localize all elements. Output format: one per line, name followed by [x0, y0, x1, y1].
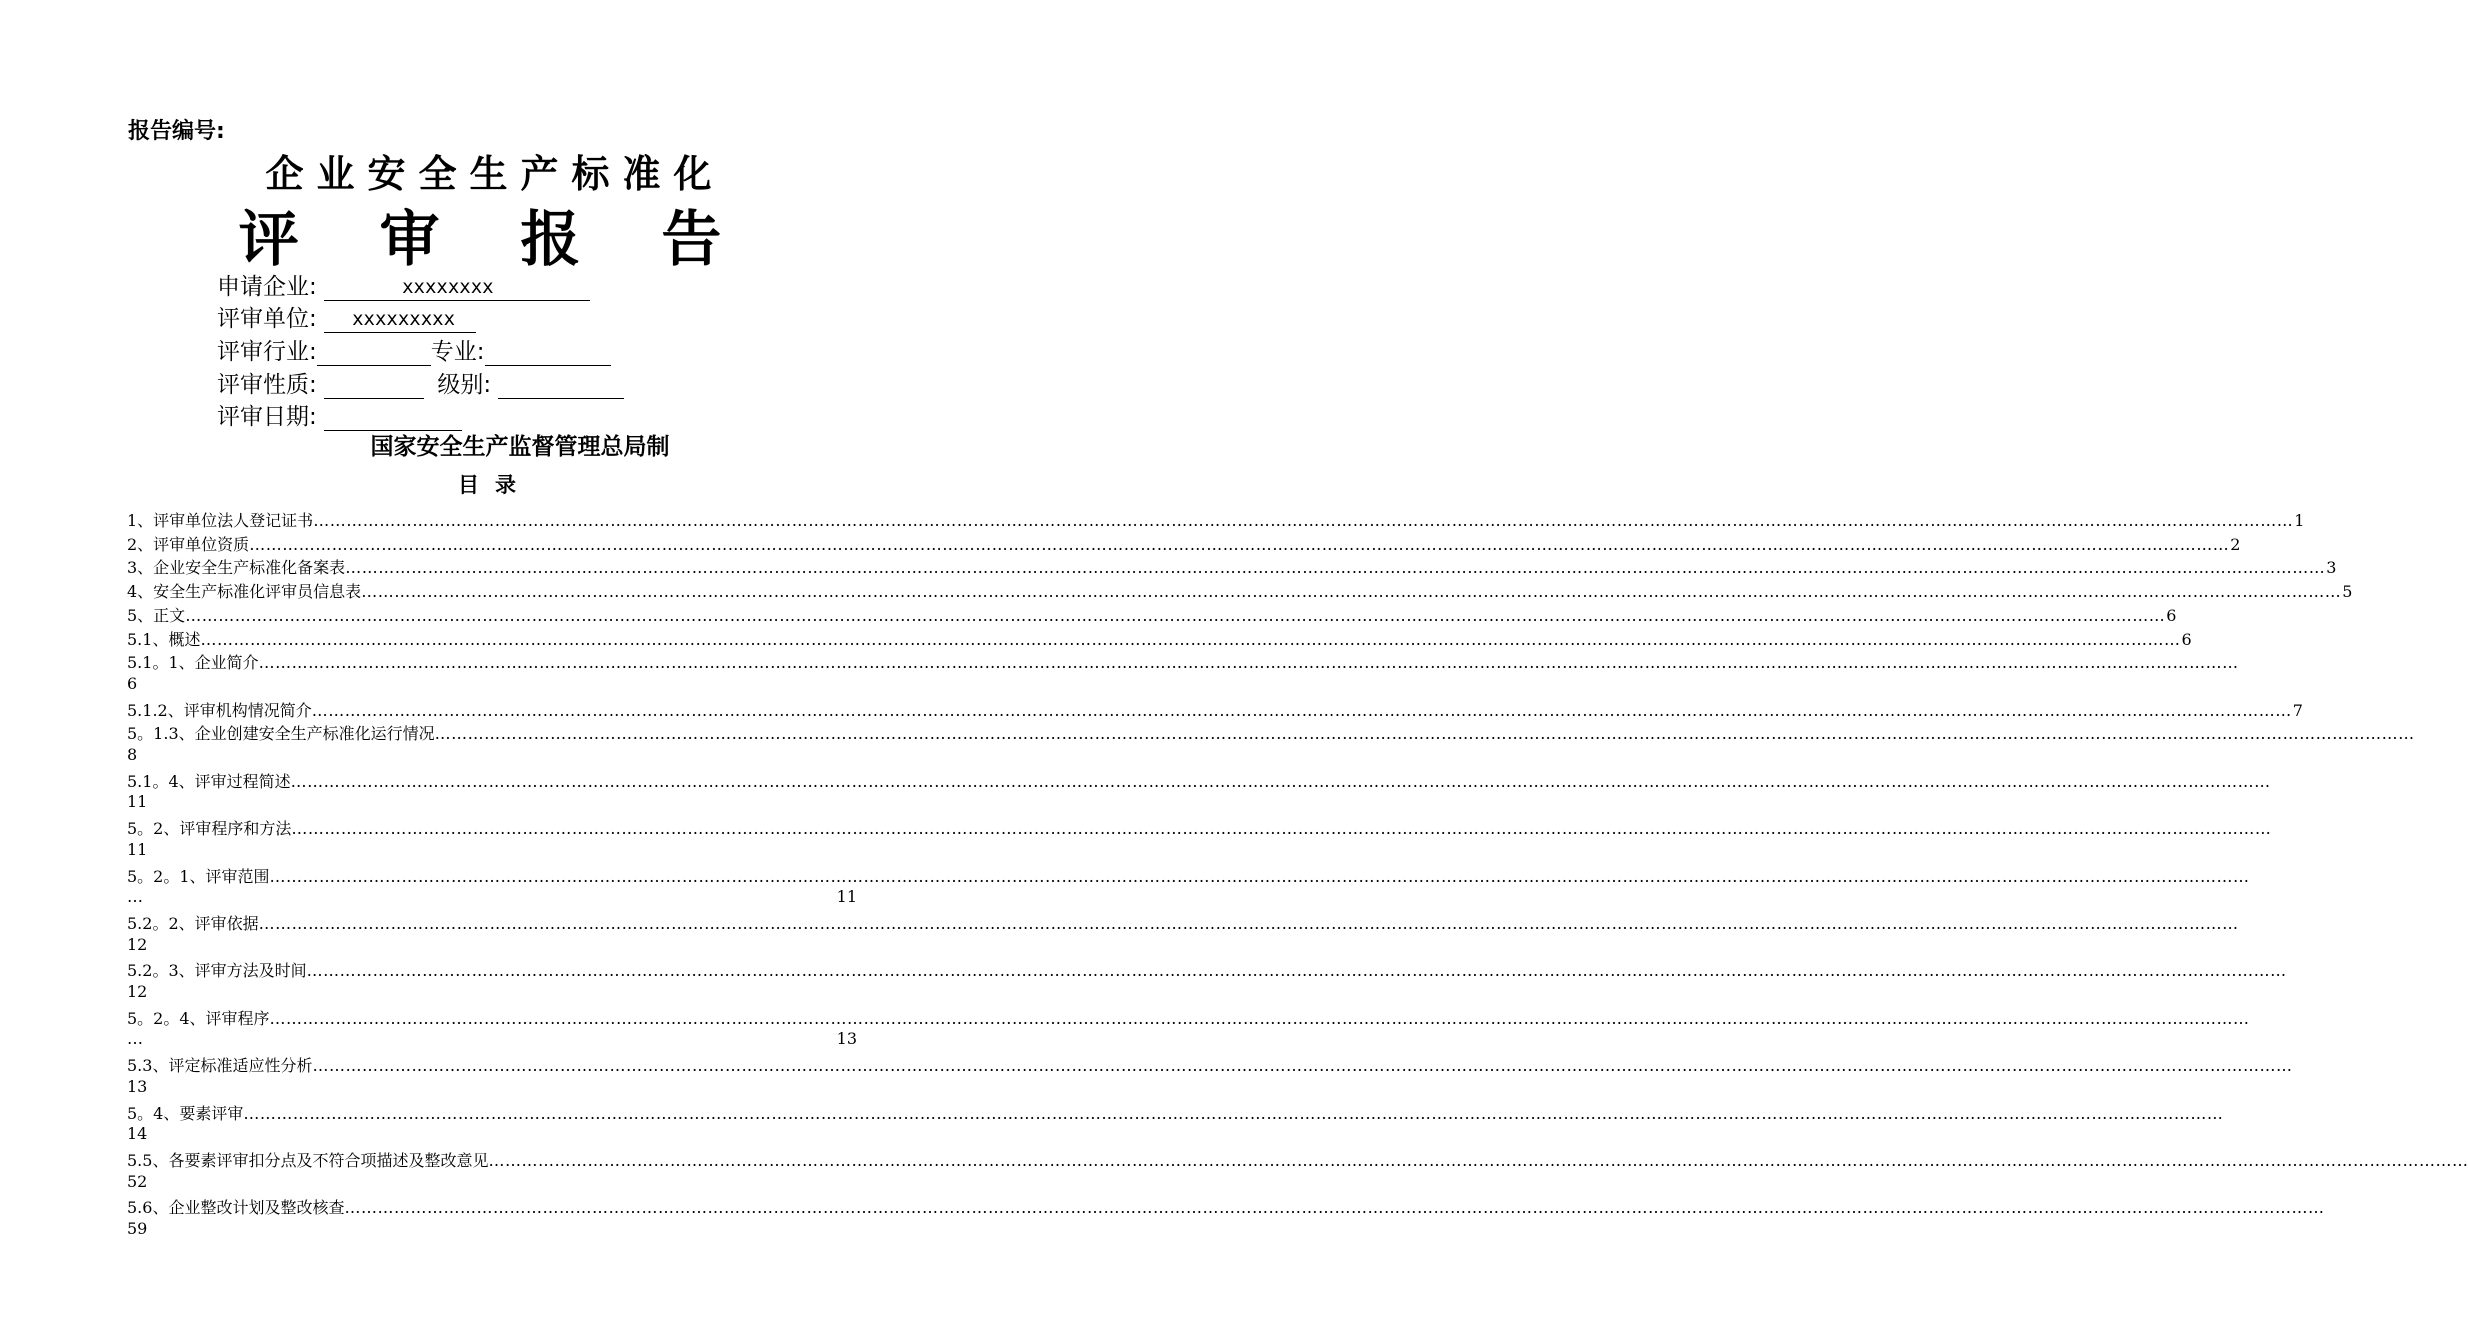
- toc-entry-page: 14: [127, 1124, 148, 1144]
- toc-leader-dots: …: [127, 1029, 143, 1049]
- toc-leader-dots: ………………………………………………………………………………………………………………………………………………………………………………………………………………………………………………………………………………………………………………………………: [249, 534, 2230, 554]
- toc-entry-label: 5、正文: [127, 605, 186, 625]
- toc-entry-label: 5.1.2、评审机构情况简介: [127, 700, 312, 720]
- toc-entry-page: 52: [127, 1171, 148, 1191]
- toc-entry-page: 11: [127, 839, 148, 859]
- toc-entry-label: 5。2。4、评审程序: [127, 1008, 270, 1028]
- toc-entry[interactable]: [127, 1101, 2224, 1124]
- toc-entry-label: 5.1、概述: [127, 629, 201, 649]
- toc-entry-label: 5.1。4、评审过程简述: [127, 771, 291, 791]
- toc-entry[interactable]: [127, 603, 2177, 626]
- reviewer-field: [217, 300, 476, 333]
- toc-leader-dots: ………………………………………………………………………………………………………………………………………………………………………………………………………………………………………………………………………………………………………………………………: [185, 605, 2166, 625]
- toc-entry[interactable]: [127, 1148, 2468, 1171]
- toc-leader-dots: ………………………………………………………………………………………………………………………………………………………………………………………………………………………………………………………………………………………………………………………………: [258, 653, 2239, 673]
- title-line-2: 评 审 报 告: [238, 205, 752, 275]
- level-label: 级别:: [437, 372, 492, 398]
- toc-entry[interactable]: [127, 1006, 2250, 1029]
- major-label: 专业:: [430, 339, 485, 365]
- toc-entry[interactable]: [127, 1195, 2325, 1218]
- toc-entry-page: 59: [127, 1219, 148, 1238]
- toc-entry-page: 2: [2230, 534, 2241, 554]
- toc-leader-dots: ………………………………………………………………………………………………………………………………………………………………………………………………………………………………………………………………………………………………………………………………: [361, 582, 2342, 602]
- toc-leader-dots: ………………………………………………………………………………………………………………………………………………………………………………………………………………………………………………………………………………………………………………………………: [306, 961, 2287, 981]
- toc-entry-page: 1: [2294, 511, 2305, 530]
- toc-entry-label: 3、企业安全生产标准化备案表: [127, 558, 346, 578]
- toc-entry-page: 7: [2292, 700, 2303, 720]
- nature-blank: [324, 374, 424, 399]
- toc-entry[interactable]: [127, 864, 2250, 887]
- toc-leader-dots: …: [127, 887, 143, 907]
- toc-entry[interactable]: [127, 579, 2353, 602]
- applicant-label: 申请企业:: [217, 274, 317, 300]
- reviewer-value-text: xxxxxxxxx: [352, 308, 456, 330]
- reviewer-value: [324, 308, 476, 333]
- toc-entry-page: 13: [836, 1029, 857, 1049]
- toc-entry[interactable]: [127, 1053, 2293, 1076]
- major-blank: [485, 341, 611, 366]
- reviewer-label: 评审单位:: [217, 306, 317, 332]
- toc-entry-label: 5。4、要素评审: [127, 1103, 244, 1123]
- toc-entry-page: 8: [127, 745, 138, 764]
- toc-entry-page: 12: [127, 982, 148, 1001]
- toc-entry-label: 5。2、评审程序和方法: [127, 819, 292, 839]
- date-field: [217, 398, 462, 431]
- toc-leader-dots: ………………………………………………………………………………………………………………………………………………………………………………………………………………………………………………………………………………………………………………………………: [290, 771, 2271, 791]
- toc-entry[interactable]: [127, 769, 2271, 792]
- title-line-1: 企业安全生产标准化: [265, 151, 725, 196]
- date-label: 评审日期:: [217, 404, 317, 430]
- toc-entry-label: 4、安全生产标准化评审员信息表: [127, 582, 362, 602]
- toc-entry[interactable]: [127, 532, 2241, 555]
- applicant-value-text: xxxxxxxx: [402, 276, 494, 298]
- applicant-field: [217, 268, 590, 301]
- toc-leader-dots: ………………………………………………………………………………………………………………………………………………………………………………………………………………………………………………………………………………………………………………………………: [313, 511, 2294, 530]
- toc-leader-dots: ………………………………………………………………………………………………………………………………………………………………………………………………………………………………………………………………………………………………………………………………: [269, 1008, 2250, 1028]
- toc-entry-label: 5.2。2、评审依据: [127, 913, 259, 933]
- industry-field: [217, 333, 611, 366]
- toc-leader-dots: ………………………………………………………………………………………………………………………………………………………………………………………………………………………………………………………………………………………………………………………………: [488, 1150, 2468, 1170]
- applicant-value: [324, 276, 590, 301]
- industry-label: 评审行业:: [217, 339, 317, 365]
- toc-entry-label: 5.6、企业整改计划及整改核查: [127, 1198, 345, 1218]
- toc-leader-dots: ………………………………………………………………………………………………………………………………………………………………………………………………………………………………………………………………………………………………………………………………: [345, 558, 2326, 578]
- toc-leader-dots: ………………………………………………………………………………………………………………………………………………………………………………………………………………………………………………………………………………………………………………………………: [434, 724, 2415, 744]
- toc-entry-page: 6: [2166, 605, 2177, 625]
- toc-leader-dots: ………………………………………………………………………………………………………………………………………………………………………………………………………………………………………………………………………………………………………………………………: [291, 819, 2272, 839]
- toc-entry[interactable]: [127, 555, 2337, 578]
- toc-entry-label: 2、评审单位资质: [127, 534, 250, 554]
- issuer-text: 国家安全生产监督管理总局制: [370, 434, 670, 460]
- toc-entry-page: 12: [127, 934, 148, 954]
- toc-entry-label: 5。2。1、评审范围: [127, 866, 270, 886]
- toc-entry[interactable]: [127, 911, 2239, 934]
- toc-leader-dots: ………………………………………………………………………………………………………………………………………………………………………………………………………………………………………………………………………………………………………………………………: [258, 913, 2239, 933]
- toc-entry-label: 5.2。3、评审方法及时间: [127, 961, 307, 981]
- report-number-label: 报告编号:: [128, 119, 225, 144]
- toc-entry[interactable]: [127, 816, 2272, 839]
- toc-entry-page: 5: [2342, 582, 2353, 602]
- toc-entry-page: 11: [836, 887, 857, 907]
- toc-entry-label: 5.3、评定标准适应性分析: [127, 1056, 313, 1076]
- toc-entry-page: 13: [127, 1076, 148, 1096]
- toc-entry-label: 5。1.3、企业创建安全生产标准化运行情况: [127, 724, 435, 744]
- toc-title: 目录: [458, 473, 532, 497]
- toc-leader-dots: ………………………………………………………………………………………………………………………………………………………………………………………………………………………………………………………………………………………………………………………………: [312, 1056, 2293, 1076]
- level-blank: [498, 374, 624, 399]
- toc-entry[interactable]: [127, 508, 2305, 531]
- toc-entry-label: 1、评审单位法人登记证书: [127, 511, 314, 530]
- toc-entry-label: 5.5、各要素评审扣分点及不符合项描述及整改意见: [127, 1150, 489, 1170]
- toc-entry[interactable]: [127, 650, 2239, 673]
- toc-leader-dots: ………………………………………………………………………………………………………………………………………………………………………………………………………………………………………………………………………………………………………………………………: [311, 700, 2292, 720]
- nature-field: [217, 366, 624, 399]
- toc-entry[interactable]: [127, 958, 2287, 981]
- toc-leader-dots: ………………………………………………………………………………………………………………………………………………………………………………………………………………………………………………………………………………………………………………………………: [269, 866, 2250, 886]
- toc-entry-page: 6: [127, 673, 138, 693]
- toc-entry-label: 5.1。1、企业简介: [127, 653, 259, 673]
- toc-entry[interactable]: [127, 698, 2303, 721]
- toc-entry-page: 3: [2326, 558, 2337, 578]
- toc-leader-dots: ………………………………………………………………………………………………………………………………………………………………………………………………………………………………………………………………………………………………………………………………: [200, 629, 2181, 649]
- toc-entry[interactable]: [127, 721, 2415, 744]
- toc-entry-page: 11: [127, 792, 148, 812]
- toc-entry-page: 6: [2181, 629, 2192, 649]
- toc-leader-dots: ………………………………………………………………………………………………………………………………………………………………………………………………………………………………………………………………………………………………………………………………: [344, 1198, 2325, 1218]
- nature-label: 评审性质:: [217, 372, 317, 398]
- industry-blank: [317, 341, 431, 366]
- toc-entry[interactable]: [127, 627, 2192, 650]
- toc-leader-dots: ………………………………………………………………………………………………………………………………………………………………………………………………………………………………………………………………………………………………………………………………: [243, 1103, 2224, 1123]
